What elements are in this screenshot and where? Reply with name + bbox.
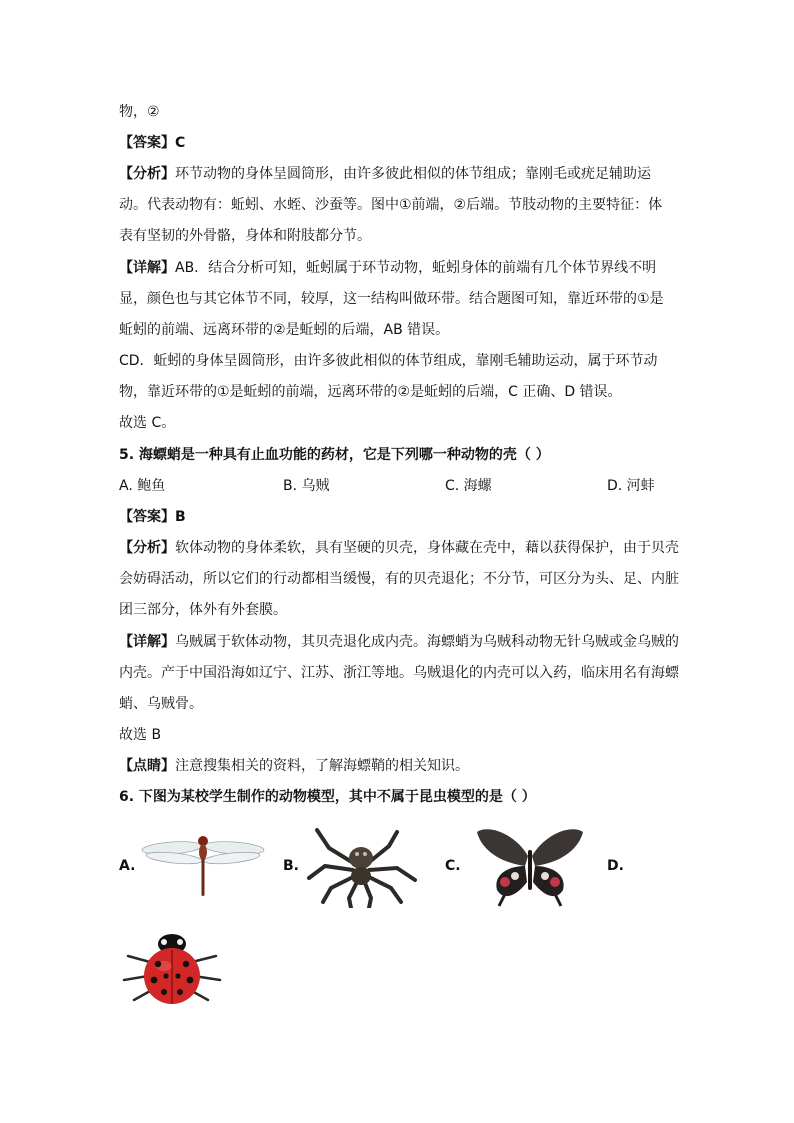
text-line: 内壳。产于中国沿海如辽宁、江苏、浙江等地。乌贼退化的内壳可以入药，临床用名有海螵 (119, 665, 679, 681)
question-6: 6. 下图为某校学生制作的动物模型，其中不属于昆虫模型的是（ ） (119, 789, 536, 805)
ladybug-image[interactable] (120, 928, 224, 1008)
conclusion-line: 故选 C。 (119, 415, 176, 431)
spider-image[interactable] (305, 826, 420, 908)
text-line: 团三部分，体外有外套膜。 (119, 602, 287, 618)
detail-line: 【详解】乌贼属于软体动物，其贝壳退化成内壳。海螵蛸为乌贼科动物无针乌贼或金乌贼的 (119, 634, 679, 650)
q6-label-d[interactable]: D. (607, 858, 624, 874)
butterfly-image[interactable] (475, 826, 585, 908)
q5-option-c[interactable]: C. 海螺 (445, 478, 492, 494)
text-line: 表有坚韧的外骨骼，身体和附肢都分节。 (119, 228, 371, 244)
q6-label-a[interactable]: A. (119, 858, 136, 874)
q5-option-a[interactable]: A. 鲍鱼 (119, 478, 166, 494)
analysis-line: 【分析】软体动物的身体柔软，具有坚硬的贝壳，身体藏在壳中，藉以获得保护，由于贝壳 (119, 540, 679, 556)
dragonfly-image[interactable] (140, 830, 266, 898)
text-line: 物，② (119, 104, 160, 120)
text-line: 蚯蚓的前端、远离环带的②是蚯蚓的后端，AB 错误。 (119, 322, 450, 338)
detail-line: 【详解】AB．结合分析可知，蚯蚓属于环节动物，蚯蚓身体的前端有几个体节界线不明 (119, 260, 657, 276)
q5-option-d[interactable]: D. 河蚌 (607, 478, 655, 494)
text-line: 会妨碍活动，所以它们的行动都相当缓慢，有的贝壳退化；不分节，可区分为头、足、内脏 (119, 571, 679, 587)
answer-line: 【答案】C (119, 135, 186, 151)
question-5: 5. 海螵蛸是一种具有止血功能的药材，它是下列哪一种动物的壳（ ） (119, 447, 550, 463)
answer-line: 【答案】B (119, 509, 186, 525)
text-line: 显，颜色也与其它体节不同，较厚，这一结构叫做环带。结合题图可知，靠近环带的①是 (119, 291, 664, 307)
text-line: 物，靠近环带的①是蚯蚓的前端，远离环带的②是蚯蚓的后端，C 正确、D 错误。 (119, 384, 622, 400)
q6-label-b[interactable]: B. (283, 858, 299, 874)
analysis-line: 【分析】环节动物的身体呈圆筒形，由许多彼此相似的体节组成；靠刚毛或疣足辅助运 (119, 166, 651, 182)
text-line: 蛸、乌贼骨。 (119, 696, 203, 712)
q5-option-b[interactable]: B. 乌贼 (283, 478, 330, 494)
comment-line: 【点睛】注意搜集相关的资料，了解海螵鞘的相关知识。 (119, 758, 469, 774)
text-line: CD．蚯蚓的身体呈圆筒形，由许多彼此相似的体节组成，靠刚毛辅助运动，属于环节动 (119, 353, 658, 369)
conclusion-line: 故选 B (119, 727, 162, 743)
text-line: 动。代表动物有：蚯蚓、水蛭、沙蚕等。图中①前端，②后端。节肢动物的主要特征：体 (119, 197, 663, 213)
q6-label-c[interactable]: C. (445, 858, 461, 874)
